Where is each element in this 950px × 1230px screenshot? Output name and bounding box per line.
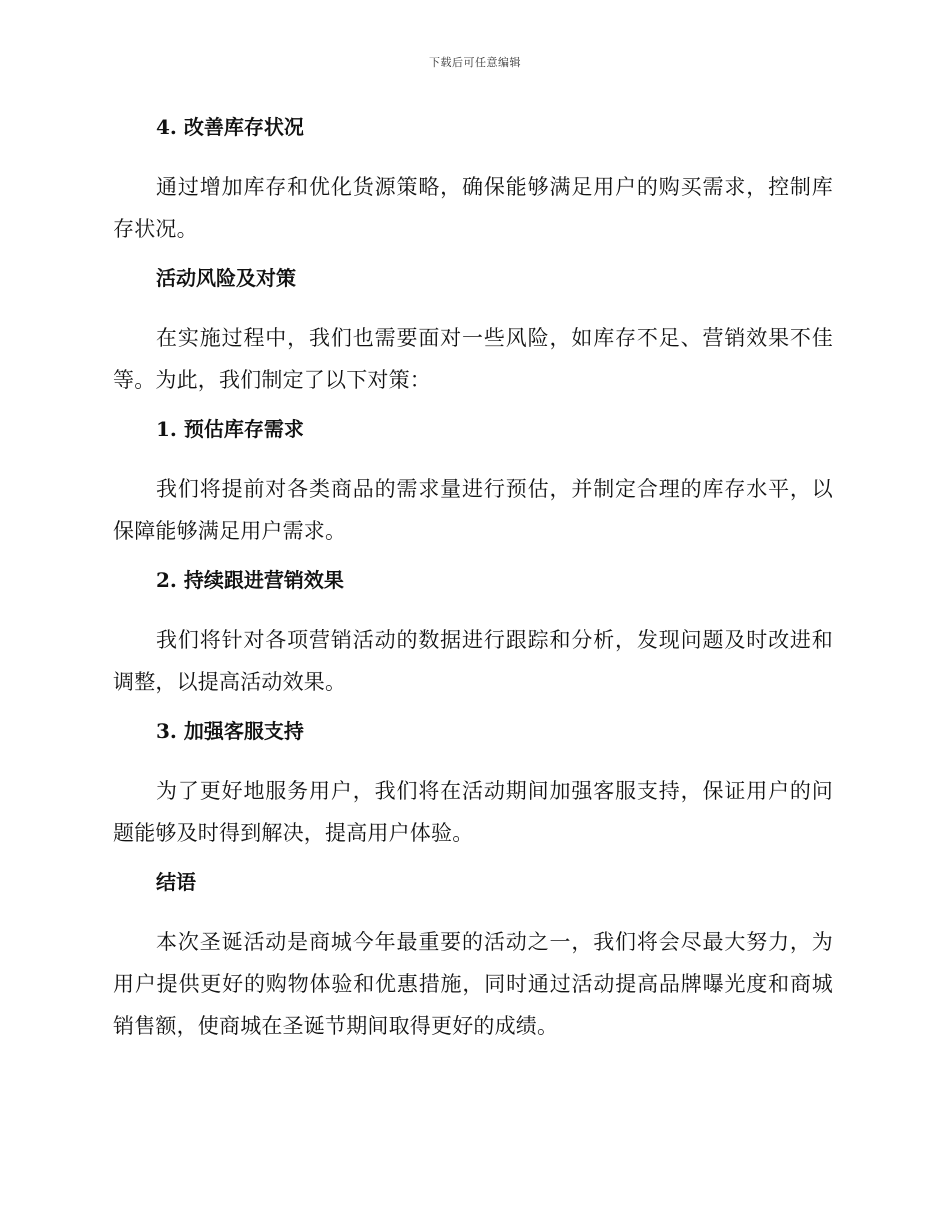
section-paragraph-risks-countermeasures: 在实施过程中，我们也需要面对一些风险，如库存不足、营销效果不佳等。为此，我们制定了以下对策：: [113, 326, 833, 392]
section-heading-track-marketing: 2. 持续跟进营销效果: [156, 568, 344, 592]
page-header: 下载后可任意编辑: [429, 56, 521, 69]
section-heading-risks-countermeasures: 活动风险及对策: [156, 266, 296, 290]
section-paragraph-estimate-inventory: 我们将提前对各类商品的需求量进行预估，并制定合理的库存水平，以保障能够满足用户需求。: [113, 477, 833, 543]
section-paragraph-customer-service: 为了更好地服务用户，我们将在活动期间加强客服支持，保证用户的问题能够及时得到解决，提高用户体验。: [113, 779, 833, 845]
section-paragraph-improve-inventory: 通过增加库存和优化货源策略，确保能够满足用户的购买需求，控制库存状况。: [113, 175, 833, 241]
document-body: [113, 112, 833, 1060]
section-heading-customer-service: 3. 加强客服支持: [156, 719, 304, 743]
section-heading-improve-inventory: 4. 改善库存状况: [156, 115, 304, 139]
section-paragraph-track-marketing: 我们将针对各项营销活动的数据进行跟踪和分析，发现问题及时改进和调整，以提高活动效果。: [113, 628, 833, 694]
section-heading-estimate-inventory: 1. 预估库存需求: [156, 417, 304, 441]
section-paragraph-conclusion: 本次圣诞活动是商城今年最重要的活动之一，我们将会尽最大努力，为用户提供更好的购物体验和优惠措施，同时通过活动提高品牌曝光度和商城销售额，使商城在圣诞节期间取得更好的成绩。: [113, 930, 833, 1038]
section-heading-conclusion: 结语: [156, 870, 196, 894]
